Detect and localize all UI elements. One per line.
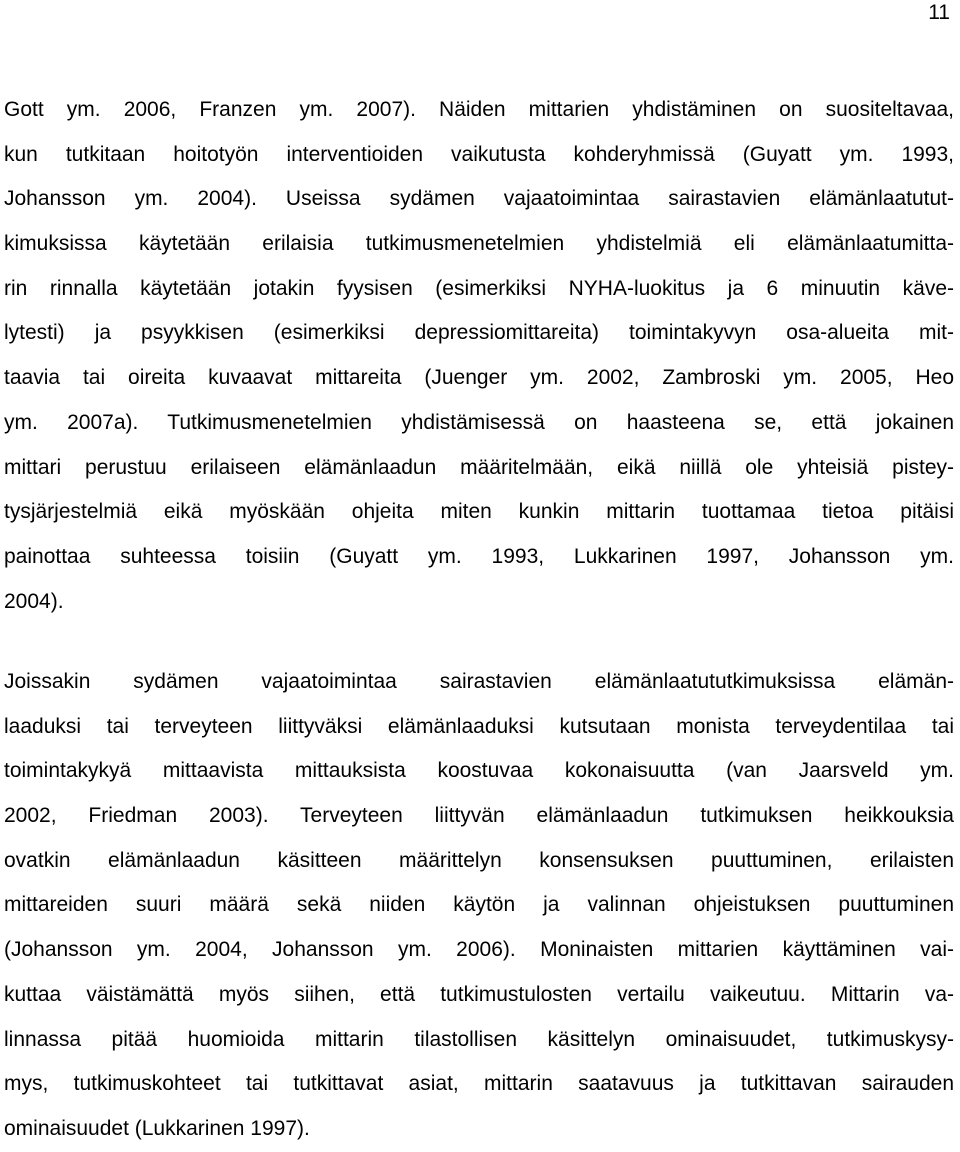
paragraph-line: Joissakin sydämen vajaatoimintaa sairastavien elämänlaatututkimuksissa elämän- — [4, 670, 954, 693]
paragraph-line: lytesti) ja psyykkisen (esimerkiksi depressiomittareita) toimintakyvyn osa-alueita mit- — [4, 321, 954, 345]
paragraph-line: laaduksi tai terveyteen liittyväksi elämänlaaduksi kutsutaan monista terveydentilaa tai — [4, 714, 954, 738]
paragraph-line: mittareiden suuri määrä sekä niiden käytön ja valinnan ohjeistuksen puuttuminen — [4, 893, 954, 917]
paragraph-line: kuttaa väistämättä myös siihen, että tutkimustulosten vertailu vaikeutuu. Mittarin va- — [4, 982, 954, 1006]
paragraph-1 — [4, 88, 954, 624]
paragraph-line: Johansson ym. 2004). Useissa sydämen vajaatoimintaa sairastavien elämänlaatutut- — [4, 187, 954, 211]
paragraph-line: 2004). — [4, 589, 64, 613]
paragraph-line: mys, tutkimuskohteet tai tutkittavat asiat, mittarin saatavuus ja tutkittavan sairauden — [4, 1072, 954, 1096]
paragraph-line: (Johansson ym. 2004, Johansson ym. 2006). Moninaisten mittarien käyttäminen vai- — [4, 938, 954, 962]
paragraph-line: ominaisuudet (Lukkarinen 1997). — [4, 1116, 310, 1140]
paragraph-line: Gott ym. 2006, Franzen ym. 2007). Näiden mittarien yhdistäminen on suositeltavaa, — [4, 98, 954, 121]
paragraph-line: toimintakykyä mittaavista mittauksista koostuvaa kokonaisuutta (van Jaarsveld ym. — [4, 759, 954, 783]
paragraph-line: ym. 2007a). Tutkimusmenetelmien yhdistämisessä on haasteena se, että jokainen — [4, 410, 954, 434]
paragraph-line: kun tutkitaan hoitotyön interventioiden vaikutusta kohderyhmissä (Guyatt ym. 1993, — [4, 142, 954, 166]
paragraph-line: kimuksissa käytetään erilaisia tutkimusmenetelmien yhdistelmiä eli elämänlaatumitta- — [4, 232, 954, 256]
paragraph-line: tysjärjestelmiä eikä myöskään ohjeita miten kunkin mittarin tuottamaa tietoa pitäisi — [4, 500, 954, 524]
page-number: 11 — [928, 1, 950, 24]
paragraph-line: ovatkin elämänlaadun käsitteen määrittelyn konsensuksen puuttuminen, erilaisten — [4, 848, 954, 872]
paragraph-line: linnassa pitää huomioida mittarin tilastollisen käsittelyn ominaisuudet, tutkimuskysy- — [4, 1027, 954, 1051]
paragraph-line: mittari perustuu erilaiseen elämänlaadun määritelmään, eikä niillä ole yhteisiä pistey- — [4, 455, 954, 479]
paragraph-2 — [4, 660, 954, 1152]
paragraph-line: 2002, Friedman 2003). Terveyteen liittyvän elämänlaadun tutkimuksen heikkouksia — [4, 804, 954, 828]
paragraph-line: painottaa suhteessa toisiin (Guyatt ym. 1993, Lukkarinen 1997, Johansson ym. — [4, 544, 954, 568]
paragraph-line: rin rinnalla käytetään jotakin fyysisen (esimerkiksi NYHA-luokitus ja 6 minuutin käve- — [4, 276, 954, 300]
paragraph-line: taavia tai oireita kuvaavat mittareita (Juenger ym. 2002, Zambroski ym. 2005, Heo — [4, 366, 954, 390]
